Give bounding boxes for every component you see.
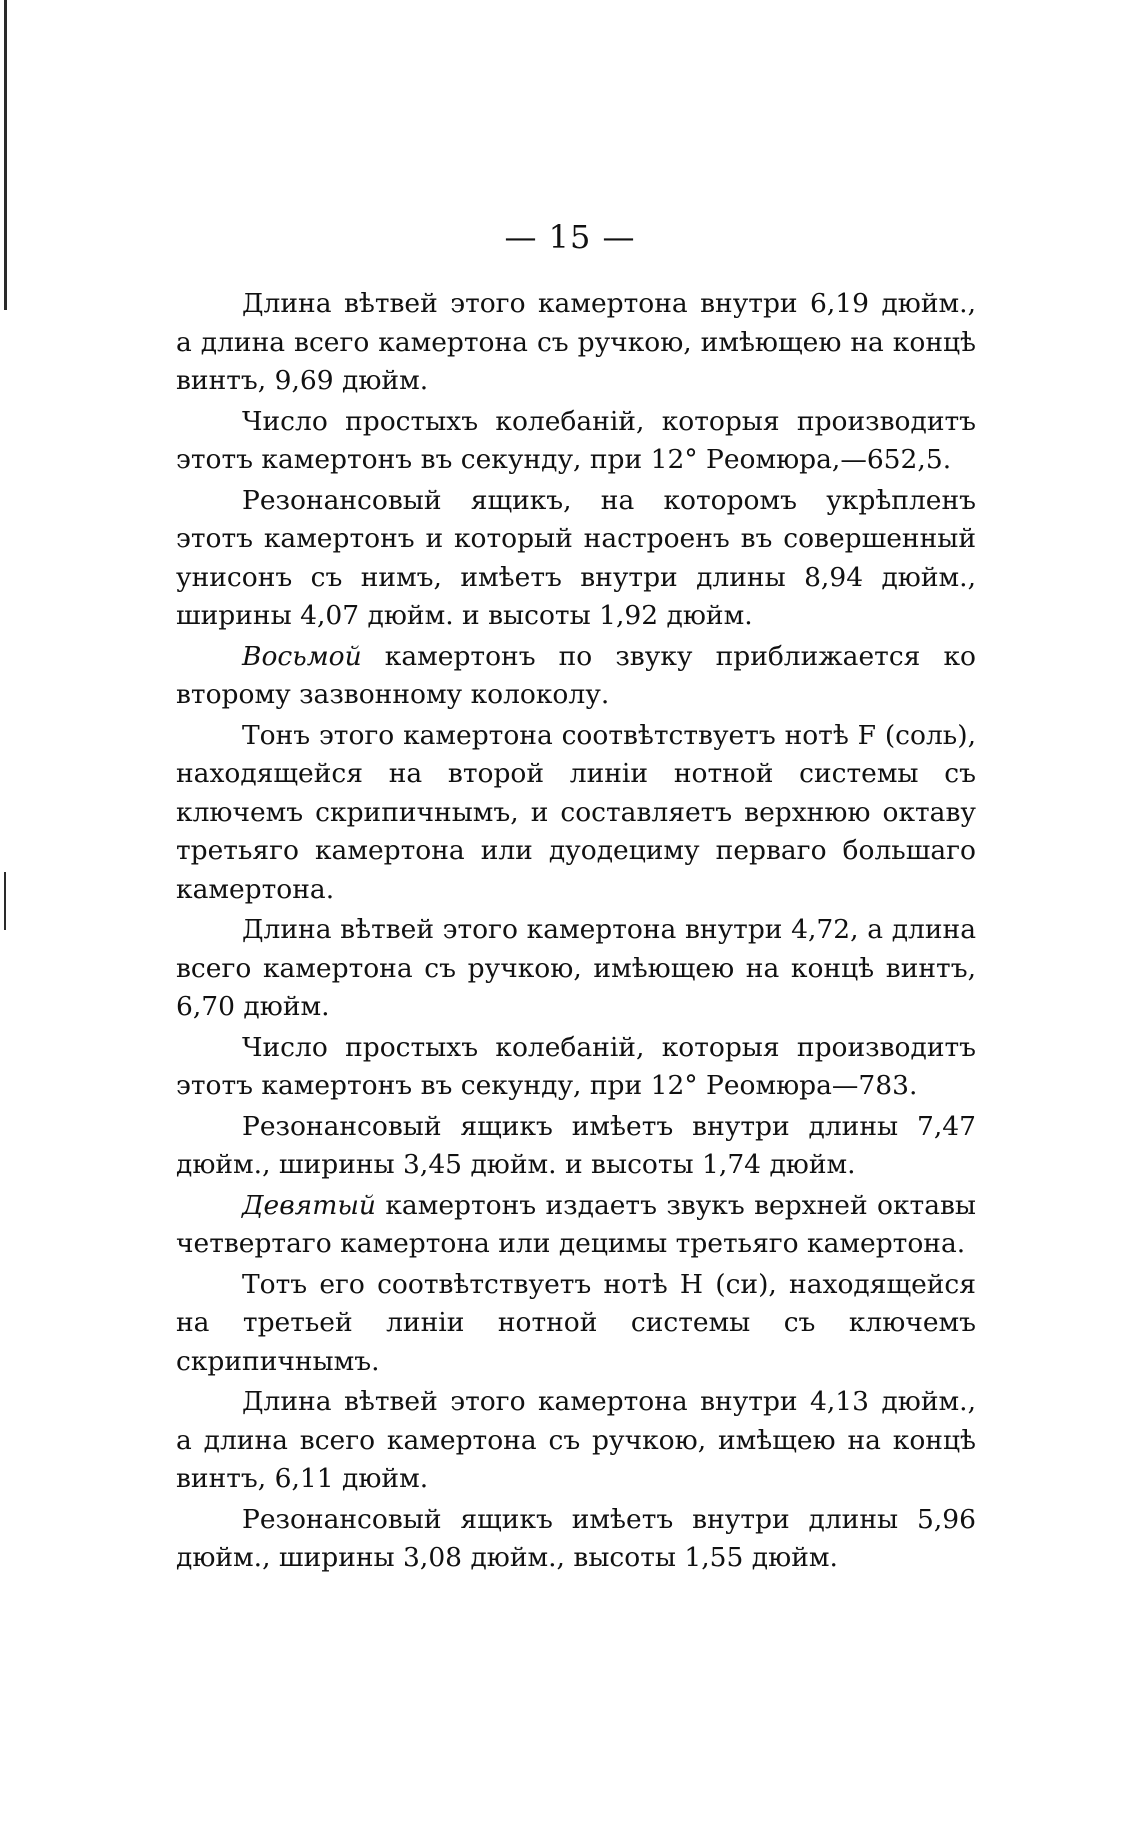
paragraph: Длина вѣтвей этого камертона внутри 4,13 дюйм., а длина всего камертона съ ручкою, имѣщею на концѣ винтъ, 6,11 дюйм. — [176, 1386, 976, 1494]
paragraph: Длина вѣтвей этого камертона внутри 4,72, а длина всего камертона съ ручкою, имѣющею на концѣ винтъ, 6,70 дюйм. — [176, 914, 976, 1022]
page-number: — 15 — — [504, 218, 636, 256]
paragraph: Резонансовый ящикъ имѣетъ внутри длины 7,47 дюйм., ширины 3,45 дюйм. и высоты 1,74 дюйм. — [176, 1110, 976, 1180]
italic-lead-word: Восьмой — [242, 640, 362, 672]
paragraph: Резонансовый ящикъ имѣетъ внутри длины 5,96 дюйм., ширины 3,08 дюйм., высоты 1,55 дюйм. — [176, 1503, 976, 1573]
paragraph: Тотъ его соотвѣтствуетъ нотѣ H (си), находящейся на третьей линіи нотной системы съ ключемъ скрипичнымъ. — [176, 1268, 976, 1377]
paragraph: Число простыхъ колебаній, которыя производитъ этотъ камертонъ въ секунду, при 12° Реомюра,—652,5. — [176, 405, 976, 475]
body-text — [176, 285, 976, 1580]
paragraph: Тонъ этого камертона соотвѣтствуетъ нотѣ F (соль), находящейся на второй линіи нотной системы съ ключемъ скрипичнымъ, и составляетъ верхнюю октаву третьяго камертона или дуодециму перваго большаго камертона. — [176, 719, 976, 905]
italic-lead-word: Девятый — [242, 1189, 376, 1221]
scan-edge-mark — [4, 0, 7, 310]
paragraph: Резонансовый ящикъ, на которомъ укрѣпленъ этотъ камертонъ и который настроенъ въ совершенный унисонъ съ нимъ, имѣетъ внутри длины 8,94 дюйм., ширины 4,07 дюйм. и высоты 1,92 дюйм. — [176, 484, 976, 631]
paragraph: Длина вѣтвей этого камертона внутри 6,19 дюйм., а длина всего камертона съ ручкою, имѣющею на концѣ винтъ, 9,69 дюйм. — [176, 288, 976, 396]
paragraph: Восьмой камертонъ по звуку приближается ко второму зазвонному колоколу. — [176, 640, 976, 710]
scan-edge-mark-small — [4, 872, 6, 930]
paragraph: Число простыхъ колебаній, которыя производитъ этотъ камертонъ въ секунду, при 12° Реомюра—783. — [176, 1031, 976, 1101]
paragraph: Девятый камертонъ издаетъ звукъ верхней октавы четвертаго камертона или децимы третьяго камертона. — [176, 1189, 976, 1259]
